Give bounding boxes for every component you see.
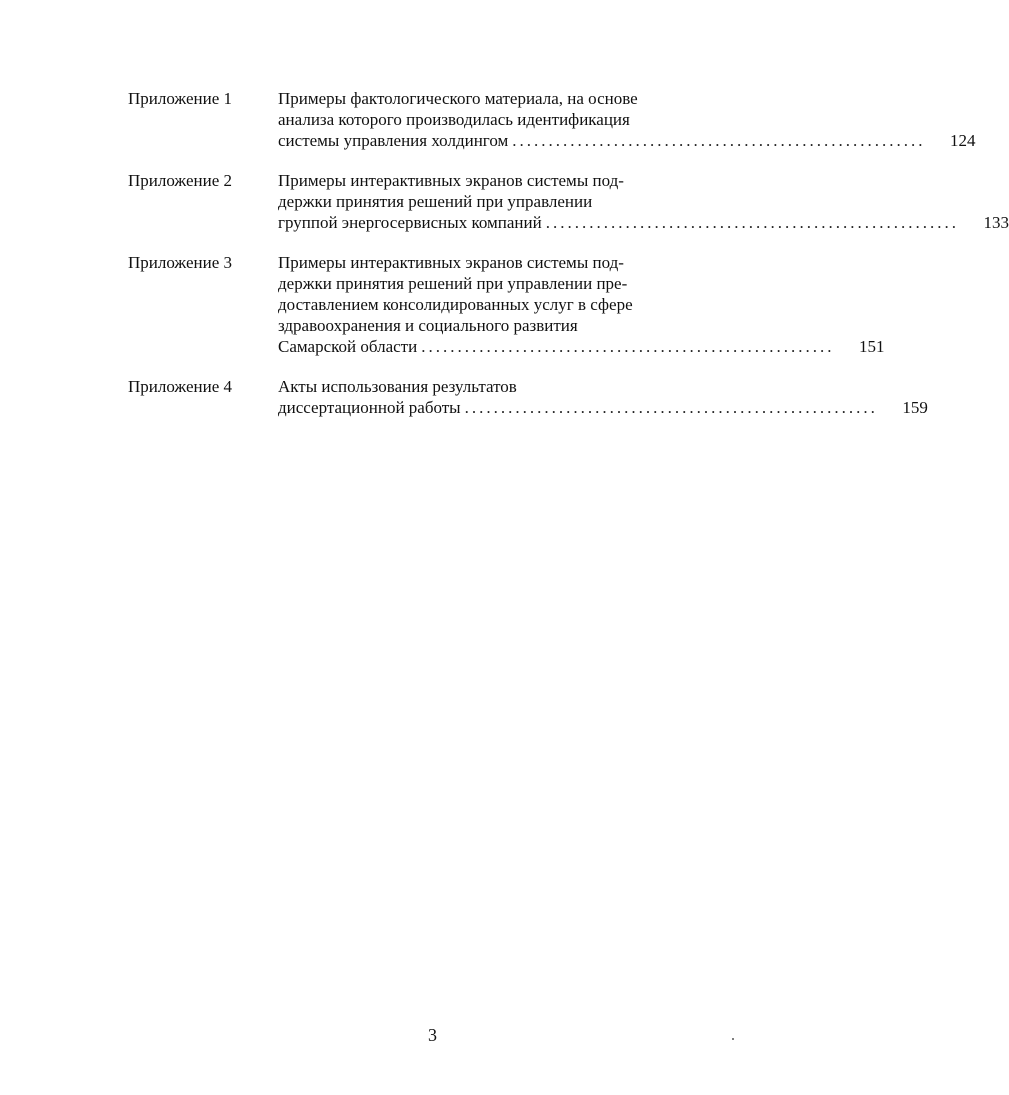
- toc-entry-page-number: 133: [983, 213, 1009, 232]
- toc-entry-label: Приложение 4: [128, 377, 232, 396]
- toc-entry-title-line: группой энергосервисных компаний: [278, 213, 542, 232]
- toc-entry-appendix-3: [128, 252, 885, 357]
- toc-entry-title-line: диссертационной работы: [278, 398, 461, 417]
- toc-entry-title-line: Примеры фактологического материала, на основе: [278, 89, 638, 108]
- toc-entry-title: [278, 170, 1009, 233]
- toc-entry-last-line: [278, 336, 884, 357]
- dot-leader: .........................................................: [464, 398, 878, 417]
- toc-entry-page-number: 124: [950, 131, 976, 150]
- toc-entry-title-line: здравоохранения и социального развития: [278, 316, 578, 335]
- toc-entry-label: Приложение 2: [128, 171, 232, 190]
- toc-entry-page-number: 151: [858, 337, 885, 356]
- toc-entry-label: Приложение 3: [128, 253, 232, 272]
- toc-entry-label: Приложение 1: [128, 89, 232, 108]
- page-number: 3: [428, 1025, 437, 1045]
- toc-entry-title-line: доставлением консолидированных услуг в сфере: [278, 295, 633, 314]
- toc-entry-title-line: анализа которого производилась идентификация: [278, 110, 630, 129]
- toc-entry-last-line: [278, 397, 928, 418]
- toc-entry-last-line: [278, 212, 1009, 233]
- toc-entry-title-line: держки принятия решений при управлении пре-: [278, 274, 628, 293]
- toc-entry-last-line: [278, 130, 976, 151]
- dot-leader: .........................................................: [512, 131, 926, 150]
- toc-entry-title-line: системы управления холдингом: [278, 131, 509, 150]
- table-of-contents: [128, 88, 1009, 437]
- toc-entry-title-line: Акты использования результатов: [278, 377, 517, 396]
- toc-entry-title: [278, 252, 884, 357]
- toc-entry-appendix-1: [128, 88, 976, 151]
- toc-entry-page-number: 159: [902, 398, 928, 417]
- toc-entry-title-line: Примеры интерактивных экранов системы под-: [278, 171, 624, 190]
- scan-speck: [732, 1038, 734, 1040]
- toc-entry-title-line: держки принятия решений при управлении: [278, 192, 593, 211]
- toc-entry-title-line: Самарской области: [278, 337, 418, 356]
- dot-leader: .........................................................: [421, 337, 835, 356]
- toc-entry-appendix-4: [128, 376, 928, 418]
- toc-entry-title: [278, 88, 976, 151]
- toc-entry-appendix-2: [128, 170, 1009, 233]
- toc-entry-title: [278, 376, 928, 418]
- toc-entry-title-line: Примеры интерактивных экранов системы под-: [278, 253, 624, 272]
- dot-leader: .........................................................: [545, 213, 959, 232]
